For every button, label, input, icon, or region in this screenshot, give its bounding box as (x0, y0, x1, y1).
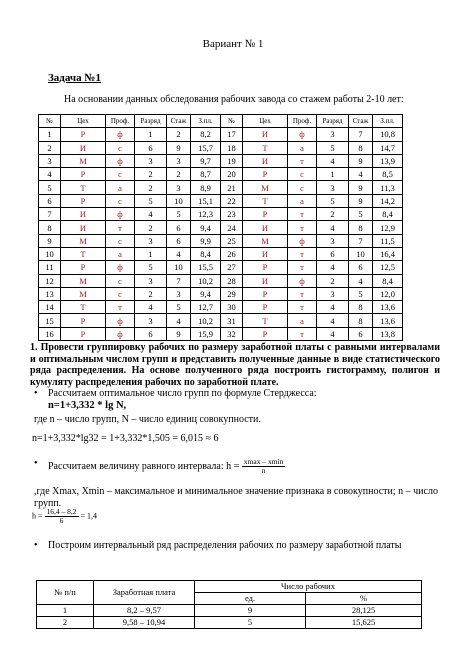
table-cell: 9,4 (191, 221, 221, 234)
table-cell: ф (106, 128, 135, 141)
distribution-table (36, 580, 422, 629)
table-cell: 25 (221, 234, 243, 247)
table-cell: 15,625 (306, 617, 422, 629)
table-cell: 18 (221, 141, 243, 154)
table-cell: Р (61, 261, 106, 274)
table-cell: 8,7 (191, 168, 221, 181)
table-cell: 2 (317, 208, 349, 221)
table-cell: 1 (135, 128, 167, 141)
table-cell: 9,9 (191, 234, 221, 247)
table-cell: 9 (349, 154, 373, 167)
table-cell: 13,6 (373, 301, 403, 314)
table-cell: а (288, 141, 317, 154)
table-cell: 12,0 (373, 287, 403, 300)
bullet-sturges: • Рассчитаем оптимальное число групп по формуле Стерджесса: (48, 388, 317, 400)
table-cell: 9 (349, 194, 373, 207)
calc-denominator: 6 (59, 516, 64, 525)
table-cell: 9 (167, 327, 191, 340)
table-cell: 15,1 (191, 194, 221, 207)
table-row (39, 261, 403, 274)
table-cell: 12,9 (373, 221, 403, 234)
table-cell: 32 (221, 327, 243, 340)
table-cell: 2 (167, 168, 191, 181)
table-row (39, 247, 403, 260)
table-row (39, 154, 403, 167)
where-xmax-xmin: ,где Xmax, Xmin – максимальное и минимальное значение признака в совокупности; n – число групп. (34, 486, 438, 509)
table-cell: И (61, 141, 106, 154)
table-cell: 8,4 (373, 208, 403, 221)
table-cell: 9,7 (191, 154, 221, 167)
table-cell: 3 (135, 314, 167, 327)
header-cell: Проф. (288, 115, 317, 128)
table-row (39, 194, 403, 207)
table-cell: 15 (39, 314, 61, 327)
table-cell: М (61, 274, 106, 287)
table-cell: 5 (39, 181, 61, 194)
table-row (39, 221, 403, 234)
table-cell: ф (288, 128, 317, 141)
table-cell: 3 (317, 234, 349, 247)
table-cell: с (106, 234, 135, 247)
table-cell: 6 (135, 327, 167, 340)
table-cell: М (243, 181, 288, 194)
interval-formula (242, 458, 286, 475)
table-cell: 26 (221, 247, 243, 260)
section1-heading: 1. Провести группировку рабочих по размеру заработной платы с равными интервалами и оптимальным числом групп и представить полученные данные в виде статистического ряда распределения. На основе полученного ряда построить гистограмму, полигон и кумуляту распределения рабочих по заработной плате. (30, 342, 440, 388)
table-cell: И (243, 274, 288, 287)
table-row (39, 141, 403, 154)
header-cell: № (221, 115, 243, 128)
table-cell: 4 (135, 208, 167, 221)
table-cell: 2 (135, 168, 167, 181)
calc-fraction (45, 508, 79, 525)
table-row (39, 234, 403, 247)
table-cell: Т (61, 301, 106, 314)
table-cell: Р (61, 128, 106, 141)
table-row (39, 327, 403, 340)
table-cell: 3 (167, 287, 191, 300)
table-cell: И (243, 128, 288, 141)
table-cell: 10 (349, 247, 373, 260)
table-cell: 13,8 (373, 327, 403, 340)
table-cell: М (61, 154, 106, 167)
table-cell: 9,4 (191, 287, 221, 300)
table-cell: 4 (135, 301, 167, 314)
table-cell: 8 (349, 141, 373, 154)
table-cell: Т (61, 247, 106, 260)
table-cell: Р (61, 194, 106, 207)
table-cell: 10 (167, 194, 191, 207)
table-cell: т (288, 221, 317, 234)
table-cell: 5 (167, 208, 191, 221)
table-cell: 8 (349, 301, 373, 314)
table-row (37, 617, 422, 629)
table-cell: 8,9 (191, 181, 221, 194)
table-cell: 2 (135, 221, 167, 234)
table-cell: 1 (317, 168, 349, 181)
table-cell: 3 (167, 181, 191, 194)
table-cell: 5 (135, 194, 167, 207)
table-cell: 3 (167, 154, 191, 167)
task-title: Задача №1 (48, 72, 101, 84)
table-row (39, 128, 403, 141)
table-cell: 4 (167, 314, 191, 327)
table-cell: И (243, 221, 288, 234)
table-cell: 6 (317, 247, 349, 260)
table-cell: 14,2 (373, 194, 403, 207)
header-cell: Разряд (135, 115, 167, 128)
table-cell: 13,9 (373, 154, 403, 167)
header-cell: Число рабочих (195, 581, 422, 593)
table-cell: 3 (135, 154, 167, 167)
table-cell: 13,6 (373, 314, 403, 327)
table-cell: 27 (221, 261, 243, 274)
header-cell: Заработная плата (94, 581, 195, 605)
table-cell: 12,3 (191, 208, 221, 221)
table-row (39, 168, 403, 181)
table-row (39, 301, 403, 314)
table-cell: 4 (317, 301, 349, 314)
table-cell: М (243, 234, 288, 247)
table-cell: 6 (135, 141, 167, 154)
table-cell: ф (288, 274, 317, 287)
table-cell: т (288, 154, 317, 167)
table-cell: 4 (317, 221, 349, 234)
table-cell: Р (243, 208, 288, 221)
table-cell: 24 (221, 221, 243, 234)
table-cell: Т (61, 181, 106, 194)
table-cell: 3 (317, 181, 349, 194)
table-cell: с (288, 181, 317, 194)
header-cell: З.пл. (191, 115, 221, 128)
table-cell: т (106, 301, 135, 314)
table-cell: 16,4 (373, 247, 403, 260)
table-cell: 2 (37, 617, 94, 629)
table-cell: 1 (135, 247, 167, 260)
table-cell: ф (106, 314, 135, 327)
table-cell: 5 (135, 261, 167, 274)
table-cell: ф (106, 327, 135, 340)
table-cell: т (288, 327, 317, 340)
table-cell: т (288, 247, 317, 260)
table-cell: И (243, 247, 288, 260)
bullet-interval (48, 458, 285, 475)
table-cell: 12,5 (373, 261, 403, 274)
header-cell: Разряд (317, 115, 349, 128)
table-cell: 10,8 (373, 128, 403, 141)
table-header-row (37, 581, 422, 593)
table-cell: 19 (221, 154, 243, 167)
table-cell: 8,2 (191, 128, 221, 141)
interval-numerator: xmax – xmin (243, 457, 284, 466)
table-cell: ф (288, 234, 317, 247)
header-cell: Цех (243, 115, 288, 128)
table-cell: а (288, 314, 317, 327)
table-cell: 5 (349, 208, 373, 221)
table-cell: 6 (167, 234, 191, 247)
table-cell: 12 (39, 274, 61, 287)
table-cell: 1 (39, 128, 61, 141)
table-cell: 31 (221, 314, 243, 327)
table-row (39, 208, 403, 221)
table-cell: т (288, 301, 317, 314)
table-cell: 5 (317, 194, 349, 207)
table-cell: 10 (39, 247, 61, 260)
table-cell: 9,58 – 10,94 (94, 617, 195, 629)
table-cell: 12,7 (191, 301, 221, 314)
table-cell: Р (243, 301, 288, 314)
table-cell: а (288, 194, 317, 207)
table-cell: т (106, 221, 135, 234)
table-cell: 23 (221, 208, 243, 221)
table-cell: ф (106, 261, 135, 274)
table-cell: 4 (349, 168, 373, 181)
table-cell: с (106, 168, 135, 181)
table-cell: Р (61, 314, 106, 327)
table-cell: 13 (39, 287, 61, 300)
table-cell: 9 (349, 181, 373, 194)
table-cell: Р (61, 168, 106, 181)
table-cell: с (288, 168, 317, 181)
header-cell: % (306, 593, 422, 605)
table-cell: 7 (349, 234, 373, 247)
table-cell: 8 (349, 314, 373, 327)
header-cell: № п/п (37, 581, 94, 605)
interval-denominator: n (261, 466, 266, 475)
table-cell: 5 (167, 301, 191, 314)
table-cell: 8,5 (373, 168, 403, 181)
table-cell: Т (243, 194, 288, 207)
table-cell: с (106, 287, 135, 300)
table-cell: 20 (221, 168, 243, 181)
table-cell: 5 (349, 287, 373, 300)
header-cell: Проф. (106, 115, 135, 128)
table-cell: 3 (317, 128, 349, 141)
bullet-series: • Построим интервальный ряд распределения рабочих по размеру заработной платы (48, 540, 440, 552)
table-cell: 15,9 (191, 327, 221, 340)
table-cell: 8 (349, 221, 373, 234)
where-groups: где n – число групп, N – число единиц совокупности. (34, 414, 261, 425)
table-row (37, 605, 422, 617)
calc-numerator: 16,4 – 8,2 (46, 507, 77, 516)
table-cell: 6 (39, 194, 61, 207)
table-cell: с (106, 194, 135, 207)
table-cell: 4 (317, 327, 349, 340)
variant-title: Вариант № 1 (202, 38, 264, 50)
sturges-calculation: n=1+3,332*lg32 = 1+3,332*1,505 = 6,015 ≈ 6 (32, 433, 219, 444)
table-cell: Р (243, 261, 288, 274)
table-cell: 3 (135, 234, 167, 247)
table-cell: 2 (39, 141, 61, 154)
calc-result: = 1,4 (80, 511, 98, 521)
table-cell: 15,5 (191, 261, 221, 274)
workers-table (38, 114, 403, 341)
table-cell: 5 (195, 617, 306, 629)
table-cell: 6 (167, 221, 191, 234)
table-cell: 9 (167, 141, 191, 154)
table-cell: 30 (221, 301, 243, 314)
header-cell: Стаж (349, 115, 373, 128)
table-cell: 2 (135, 181, 167, 194)
header-cell: ед. (195, 593, 306, 605)
table-cell: т (288, 287, 317, 300)
table-cell: 28,125 (306, 605, 422, 617)
table-cell: 4 (167, 247, 191, 260)
table-cell: 10,2 (191, 274, 221, 287)
table-cell: 4 (39, 168, 61, 181)
table-cell: 10,2 (191, 314, 221, 327)
table-cell: Р (243, 287, 288, 300)
table-cell: 4 (317, 154, 349, 167)
table-cell: 14,7 (373, 141, 403, 154)
table-cell: И (243, 154, 288, 167)
table-cell: с (106, 274, 135, 287)
table-cell: 3 (135, 274, 167, 287)
table-cell: 10 (167, 261, 191, 274)
table-cell: 7 (349, 128, 373, 141)
table-cell: 17 (221, 128, 243, 141)
table-cell: 15,7 (191, 141, 221, 154)
table-header-row (39, 115, 403, 128)
sturges-formula: n=1+3,332 * lg N, (48, 400, 127, 411)
table-cell: 8,4 (373, 274, 403, 287)
header-cell: № (39, 115, 61, 128)
table-cell: 2 (135, 287, 167, 300)
table-cell: Т (243, 141, 288, 154)
header-cell: З.пл. (373, 115, 403, 128)
table-cell: И (61, 221, 106, 234)
table-row (39, 287, 403, 300)
header-cell: Стаж (167, 115, 191, 128)
table-cell: Р (243, 168, 288, 181)
table-cell: 8,4 (191, 247, 221, 260)
table-cell: М (61, 234, 106, 247)
table-row (39, 181, 403, 194)
table-cell: 6 (349, 261, 373, 274)
table-cell: 8 (39, 221, 61, 234)
table-cell: Р (243, 327, 288, 340)
table-cell: 2 (167, 128, 191, 141)
table-cell: 9 (39, 234, 61, 247)
table-cell: Т (243, 314, 288, 327)
table-cell: т (288, 261, 317, 274)
table-cell: 7 (167, 274, 191, 287)
interval-text: Рассчитаем величину равного интервала: h = (48, 460, 240, 472)
table-cell: 6 (349, 327, 373, 340)
table-cell: 29 (221, 287, 243, 300)
table-cell: 21 (221, 181, 243, 194)
table-cell: а (106, 181, 135, 194)
table-row (39, 314, 403, 327)
table-cell: И (61, 208, 106, 221)
table-cell: 11 (39, 261, 61, 274)
table-cell: 3 (39, 154, 61, 167)
table-cell: 8,2 – 9,57 (94, 605, 195, 617)
interval-calculation (32, 508, 97, 525)
table-cell: 4 (317, 314, 349, 327)
table-cell: 3 (317, 287, 349, 300)
table-cell: 1 (37, 605, 94, 617)
table-cell: 16 (39, 327, 61, 340)
table-cell: а (106, 247, 135, 260)
table-cell: 5 (317, 141, 349, 154)
header-cell: Цех (61, 115, 106, 128)
table-cell: 11,5 (373, 234, 403, 247)
calc-h-label: h = (32, 511, 43, 521)
table-cell: Р (61, 327, 106, 340)
table-cell: 4 (317, 261, 349, 274)
table-row (39, 274, 403, 287)
table-cell: 14 (39, 301, 61, 314)
table-cell: 7 (39, 208, 61, 221)
table-cell: ф (106, 208, 135, 221)
table-cell: ф (106, 154, 135, 167)
table-cell: М (61, 287, 106, 300)
table-cell: 4 (349, 274, 373, 287)
table-cell: 2 (317, 274, 349, 287)
intro-text: На основании данных обследования рабочих завода со стажем работы 2-10 лет: (64, 94, 404, 105)
table-cell: 28 (221, 274, 243, 287)
table-cell: 9 (195, 605, 306, 617)
table-cell: 22 (221, 194, 243, 207)
table-cell: с (106, 141, 135, 154)
table-cell: 11,3 (373, 181, 403, 194)
table-cell: т (288, 208, 317, 221)
